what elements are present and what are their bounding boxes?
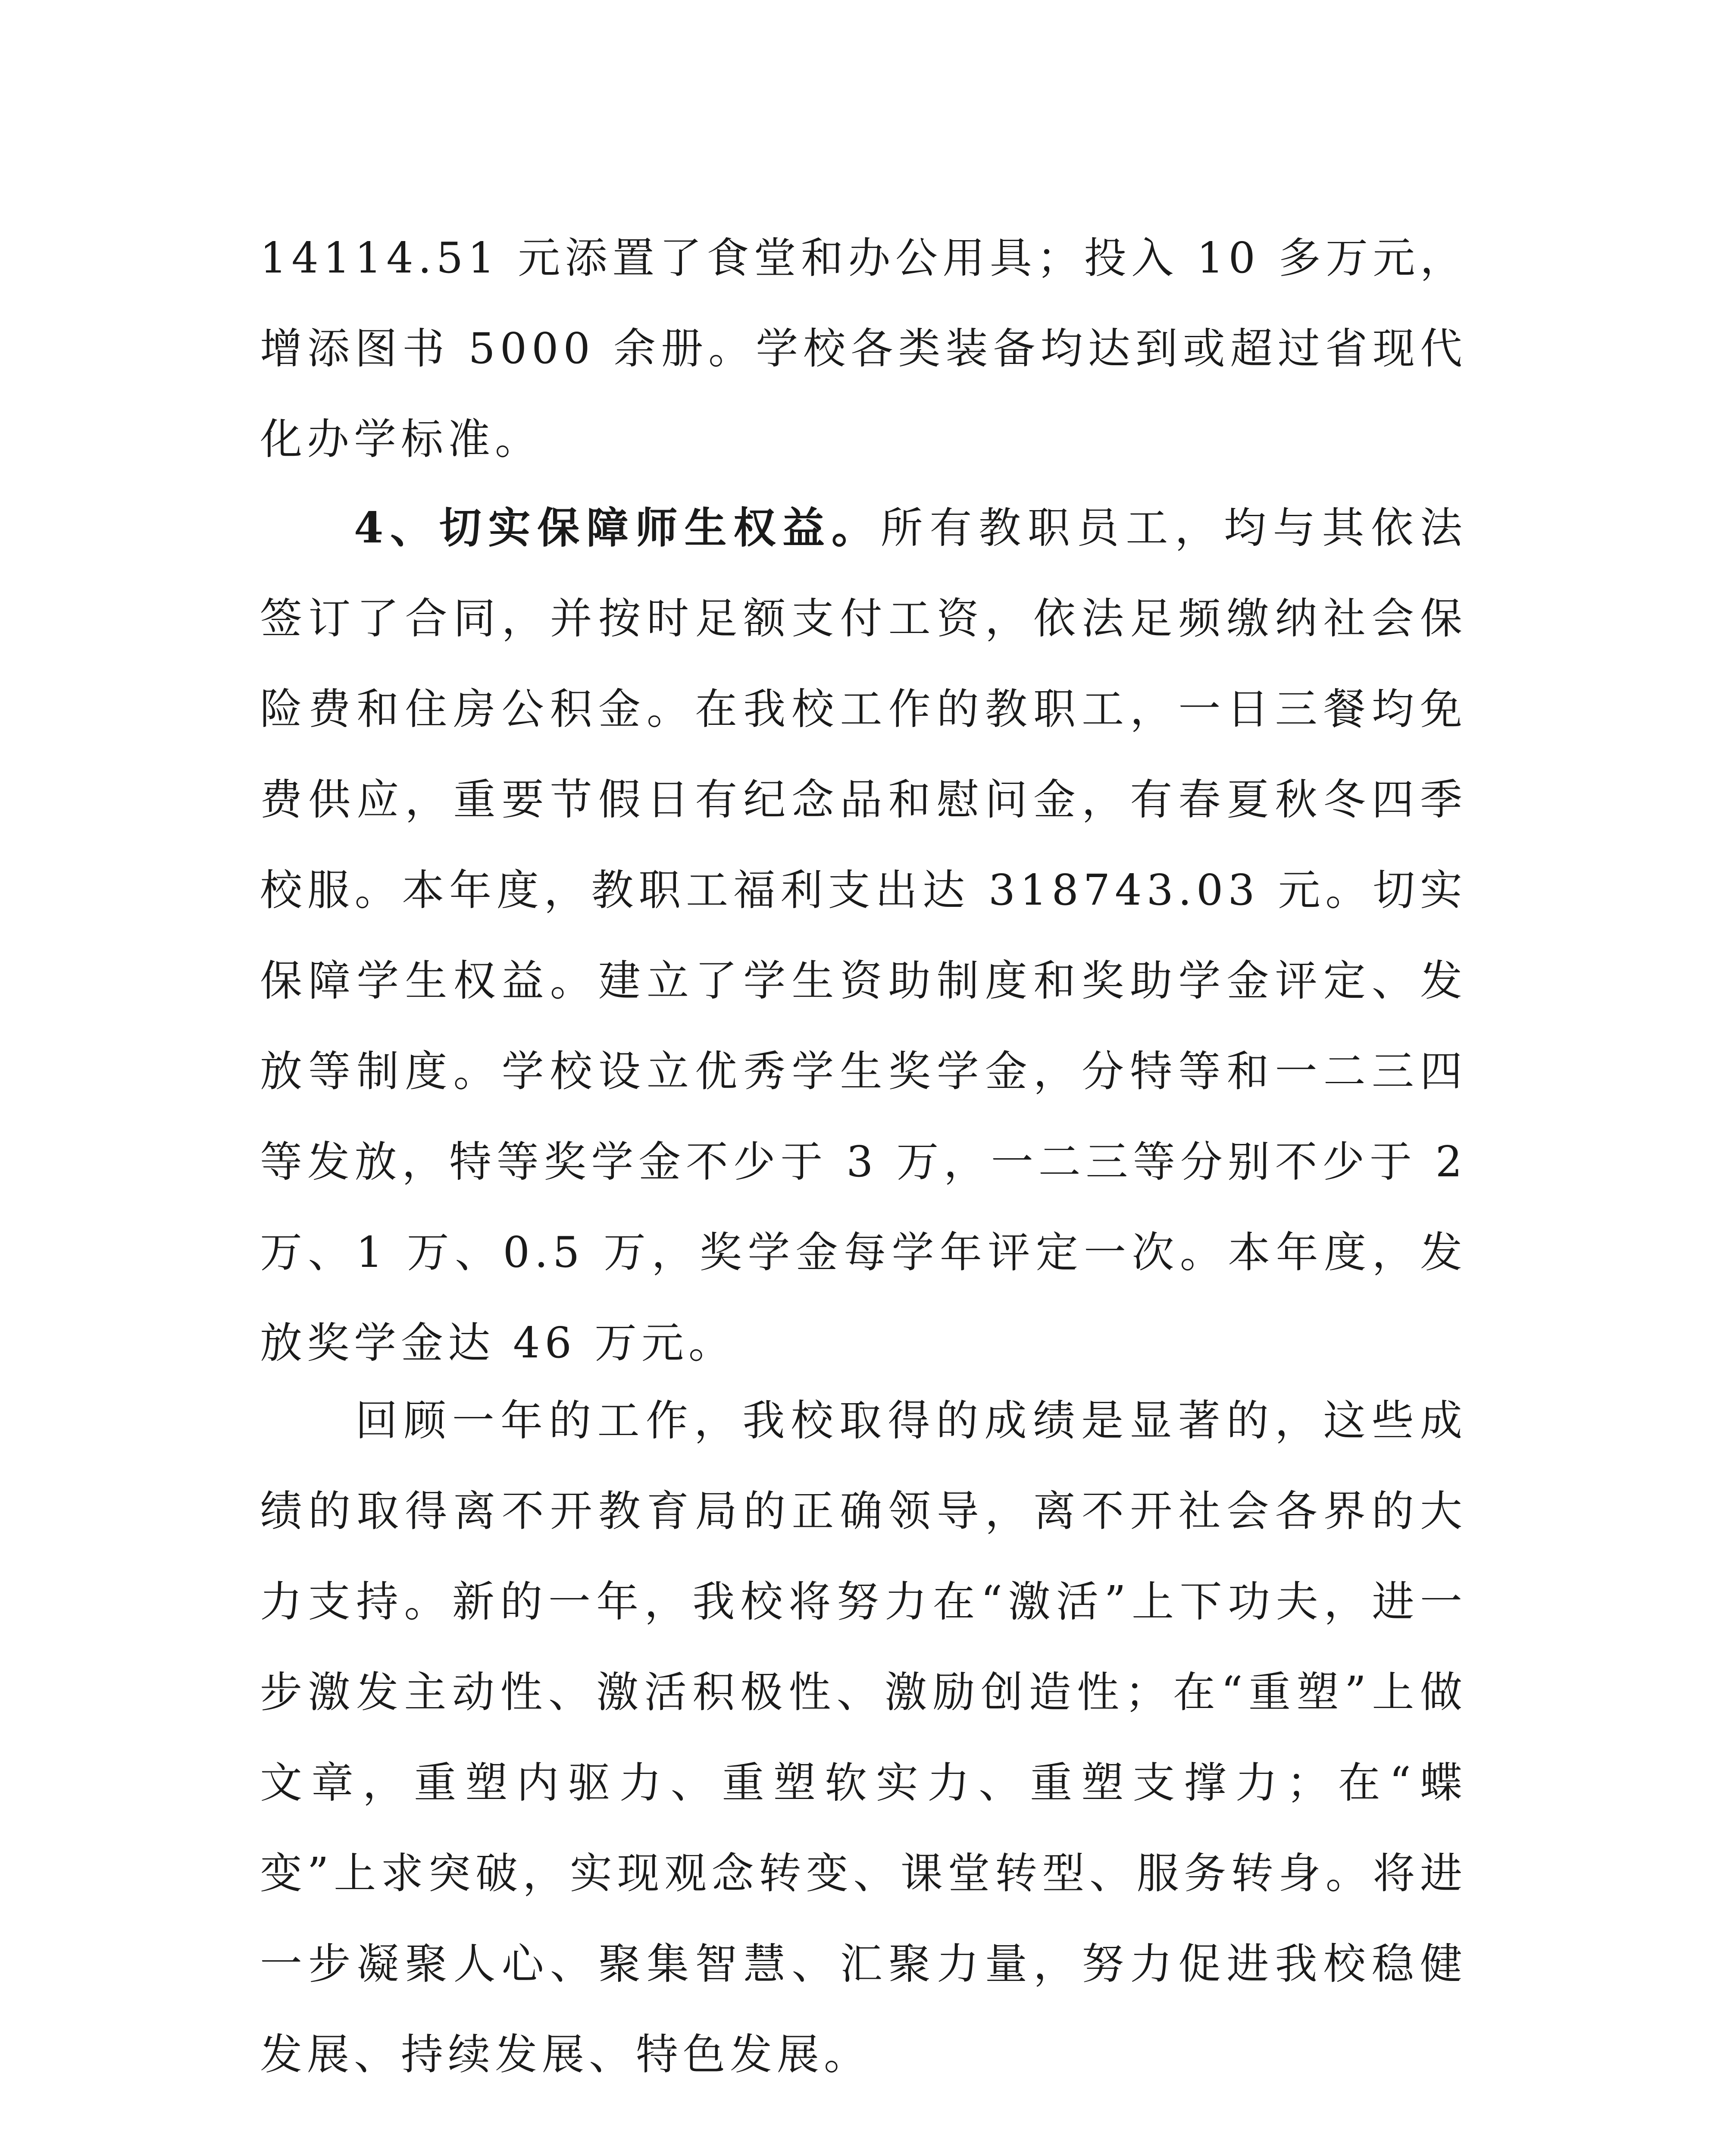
paragraph-review xyxy=(260,1376,1467,2100)
paragraph-rights xyxy=(260,483,1467,1388)
paragraph-equipment xyxy=(260,213,1467,485)
paragraph-equipment-text: 14114.51 元添置了食堂和办公用具；投入 10 多万元，增添图书 5000 余册。学校各类装备均达到或超过省现代化办学标准。 xyxy=(260,234,1467,464)
section-heading: 4、切实保障师生权益。 xyxy=(354,503,881,553)
paragraph-review-text: 回顾一年的工作，我校取得的成绩是显著的，这些成绩的取得离不开教育局的正确领导，离不开社会各界的大力支持。新的一年，我校将努力在“激活”上下功夫，进一步激发主动性、激活积极性、激励创造性；在“重塑”上做文章，重塑内驱力、重塑软实力、重塑支撑力；在“蝶变”上求突破，实现观念转变、课堂转型、服务转身。将进一步凝聚人心、聚集智慧、汇聚力量，努力促进我校稳健发展、持续发展、特色发展。 xyxy=(260,1396,1467,2079)
paragraph-rights-text: 所有教职员工，均与其依法签订了合同，并按时足额支付工资，依法足频缴纳社会保险费和住房公积金。在我校工作的教职工，一日三餐均免费供应，重要节假日有纪念品和慰问金，有春夏秋冬四季校服。本年度，教职工福利支出达 318743.03 元。切实保障学生权益。建立了学生资助制度和奖助学金评定、发放等制度。学校设立优秀学生奖学金，分特等和一二三四等发放，特等奖学金不少于 3 万，一二三等分别不少于 2 万、1 万、0.5 万，奖学金每学年评定一次。本年度，发放奖学金达 46 万元。 xyxy=(260,504,1467,1368)
